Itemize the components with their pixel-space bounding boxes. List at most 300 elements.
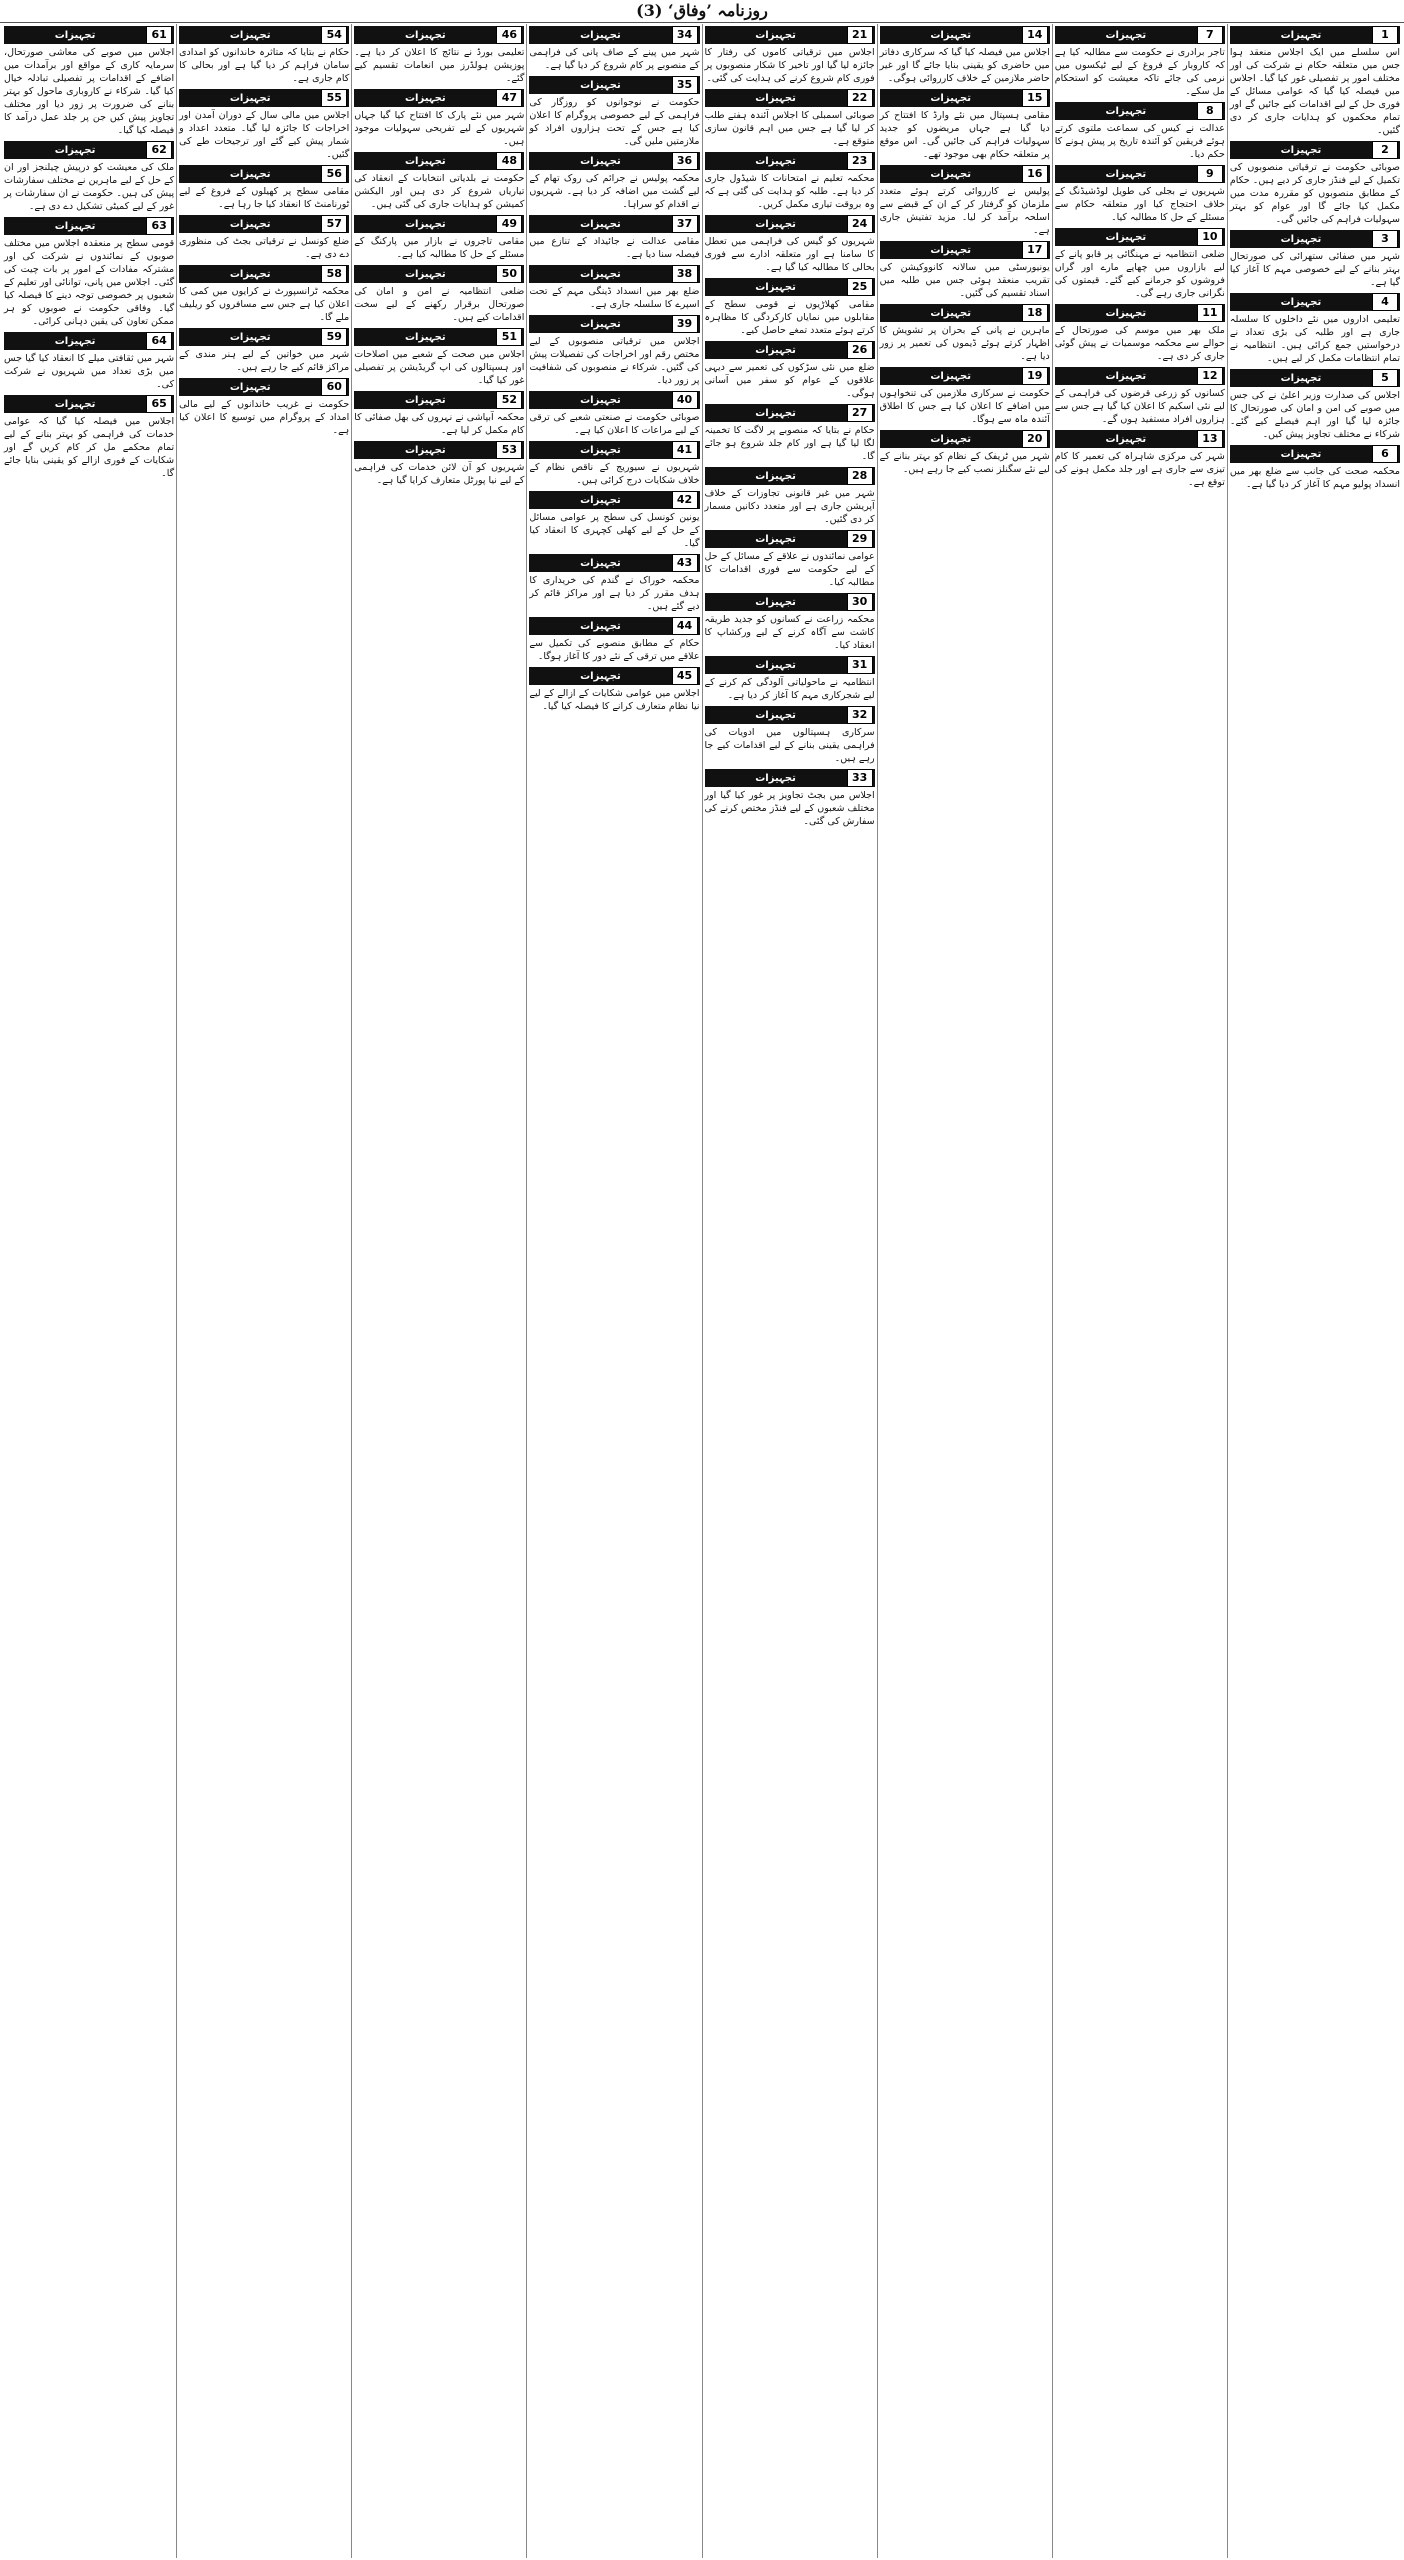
notice-label: تجہیزات — [580, 670, 621, 682]
notice-label: تجہیزات — [54, 335, 96, 347]
notice-text: محکمہ صحت کی جانب سے ضلع بھر میں انسداد پولیو مہم کا آغاز کر دیا گیا ہے۔ — [1229, 466, 1400, 490]
column-7 — [176, 24, 351, 2558]
notice-item — [880, 367, 1050, 426]
notice-text: شہر میں غیر قانونی تجاوزات کے خلاف آپریشن جاری ہے اور متعدد دکانیں مسمار کر دی گئیں۔ — [704, 488, 875, 525]
notice-number: 25 — [847, 278, 873, 296]
notice-item — [1055, 102, 1225, 161]
notice-number: 62 — [146, 141, 172, 159]
notice-label: تجہیزات — [1280, 448, 1322, 460]
notice-text: اجلاس میں عوامی شکایات کے ازالے کے لیے نیا نظام متعارف کرانے کا فیصلہ کیا گیا۔ — [529, 688, 700, 712]
notice-label: تجہیزات — [54, 220, 96, 232]
notice-header — [705, 26, 875, 44]
notice-label: تجہیزات — [930, 92, 971, 104]
notice-item — [529, 215, 699, 261]
notice-header — [705, 89, 875, 107]
notice-label: تجہیزات — [54, 144, 96, 156]
notice-header — [705, 467, 875, 485]
notice-number: 63 — [146, 217, 172, 235]
notice-label: تجہیزات — [405, 331, 446, 343]
notice-text: شہریوں نے سیوریج کے ناقص نظام کے خلاف شکایات درج کرائی ہیں۔ — [529, 462, 700, 486]
notice-number: 60 — [321, 378, 347, 396]
notice-label: تجہیزات — [1280, 372, 1322, 384]
notice-header — [880, 89, 1050, 107]
notice-label: تجہیزات — [1280, 233, 1322, 245]
notice-number: 38 — [672, 265, 698, 283]
notice-label: تجہیزات — [405, 444, 446, 456]
notice-text: انتظامیہ نے ماحولیاتی آلودگی کم کرنے کے لیے شجرکاری مہم کا آغاز کر دیا ہے۔ — [704, 677, 875, 701]
notice-label: تجہیزات — [1105, 231, 1147, 243]
notice-header — [354, 152, 524, 170]
column-6 — [351, 24, 526, 2558]
notice-header — [529, 667, 699, 685]
notice-text: شہر کی مرکزی شاہراہ کی تعمیر کا کام تیزی سے جاری ہے اور جلد مکمل ہونے کی توقع ہے۔ — [1054, 451, 1225, 488]
notice-item — [1055, 26, 1225, 98]
notice-item — [4, 141, 174, 213]
notice-item — [354, 391, 524, 437]
notice-text: محکمہ ٹرانسپورٹ نے کرایوں میں کمی کا اعلان کیا ہے جس سے مسافروں کو ریلیف ملے گا۔ — [179, 286, 350, 323]
notice-number: 36 — [672, 152, 698, 170]
notice-header — [880, 367, 1050, 385]
notice-label: تجہیزات — [755, 470, 796, 482]
notice-number: 55 — [321, 89, 347, 107]
notice-label: تجہیزات — [580, 444, 621, 456]
notice-label: تجہیزات — [1105, 307, 1147, 319]
notice-text: عدالت نے کیس کی سماعت ملتوی کرتے ہوئے فریقین کو آئندہ تاریخ پر پیش ہونے کا حکم دیا۔ — [1054, 123, 1225, 160]
notice-text: ملک بھر میں موسم کی صورتحال کے حوالے سے محکمہ موسمیات نے پیش گوئی جاری کر دی ہے۔ — [1054, 325, 1225, 362]
column-8 — [2, 24, 176, 2558]
notice-number: 65 — [146, 395, 172, 413]
notice-label: تجہیزات — [755, 407, 796, 419]
notice-header — [1055, 430, 1225, 448]
notice-number: 13 — [1197, 430, 1223, 448]
notice-header — [4, 217, 174, 235]
notice-header — [529, 315, 699, 333]
notice-item — [1230, 445, 1400, 491]
notice-number: 37 — [672, 215, 698, 233]
notice-number: 1 — [1372, 26, 1398, 44]
notice-text: ماہرین نے پانی کے بحران پر تشویش کا اظہار کرتے ہوئے ڈیموں کی تعمیر پر زور دیا ہے۔ — [879, 325, 1050, 362]
notice-label: تجہیزات — [755, 344, 796, 356]
notice-header — [1230, 445, 1400, 463]
notice-number: 22 — [847, 89, 873, 107]
notice-header — [529, 152, 699, 170]
notice-header — [529, 26, 699, 44]
notice-label: تجہیزات — [755, 533, 796, 545]
notice-text: شہر میں پینے کے صاف پانی کی فراہمی کے منصوبے پر کام شروع کر دیا گیا ہے۔ — [529, 47, 700, 71]
notice-text: مقامی ہسپتال میں نئے وارڈ کا افتتاح کر دیا گیا ہے جہاں مریضوں کو جدید سہولیات فراہم کی جائیں گی۔ اس موقع پر متعلقہ حکام بھی موجود تھے۔ — [879, 110, 1050, 160]
notice-text: ضلعی انتظامیہ نے امن و امان کی صورتحال برقرار رکھنے کے لیے سخت اقدامات کیے ہیں۔ — [354, 286, 525, 323]
notice-label: تجہیزات — [229, 218, 271, 230]
notice-label: تجہیزات — [930, 244, 971, 256]
notice-item — [1055, 228, 1225, 300]
notice-number: 3 — [1372, 230, 1398, 248]
notice-number: 44 — [672, 617, 698, 635]
notice-text: صوبائی حکومت نے صنعتی شعبے کی ترقی کے لیے مراعات کا اعلان کیا ہے۔ — [529, 412, 700, 436]
notice-number: 7 — [1197, 26, 1223, 44]
notice-number: 27 — [847, 404, 873, 422]
notice-header — [179, 265, 349, 283]
notice-number: 45 — [672, 667, 698, 685]
notice-text: مقامی سطح پر کھیلوں کے فروغ کے لیے ٹورنامنٹ کا انعقاد کیا جا رہا ہے۔ — [179, 186, 350, 210]
notice-text: محکمہ تعلیم نے امتحانات کا شیڈول جاری کر دیا ہے۔ طلبہ کو ہدایت کی گئی ہے کہ وہ بروقت تیاری مکمل کریں۔ — [704, 173, 875, 210]
notice-text: حکومت نے بلدیاتی انتخابات کے انعقاد کی تیاریاں شروع کر دی ہیں اور الیکشن کمیشن کو ہدایات جاری کی گئی ہیں۔ — [354, 173, 525, 210]
notice-header — [880, 241, 1050, 259]
notice-number: 51 — [496, 328, 522, 346]
column-5 — [526, 24, 701, 2558]
notice-header — [1055, 165, 1225, 183]
notice-label: تجہیزات — [229, 331, 271, 343]
notice-label: تجہیزات — [580, 218, 621, 230]
notice-header — [705, 215, 875, 233]
notice-header — [705, 404, 875, 422]
notice-number: 56 — [321, 165, 347, 183]
notice-text: اجلاس میں صحت کے شعبے میں اصلاحات اور ہسپتالوں کی اپ گریڈیشن پر تفصیلی غور کیا گیا۔ — [354, 349, 525, 386]
notice-label: تجہیزات — [1280, 296, 1322, 308]
notice-item — [1230, 26, 1400, 137]
notice-item — [4, 26, 174, 137]
notice-label: تجہیزات — [930, 433, 971, 445]
notice-item — [705, 656, 875, 702]
notice-item — [1230, 369, 1400, 441]
notice-header — [179, 378, 349, 396]
notice-header — [1230, 369, 1400, 387]
notice-item — [179, 89, 349, 161]
notice-header — [529, 554, 699, 572]
notice-number: 54 — [321, 26, 347, 44]
notice-text: اجلاس کی صدارت وزیر اعلیٰ نے کی جس میں صوبے کی امن و امان کی صورتحال کا جائزہ لیا گیا اور اہم فیصلے کیے گئے۔ شرکاء نے مختلف تجاویز پیش کیں۔ — [1229, 390, 1400, 440]
notice-text: عوامی نمائندوں نے علاقے کے مسائل کے حل کے لیے حکومت سے فوری اقدامات کا مطالبہ کیا۔ — [704, 551, 875, 588]
notice-number: 20 — [1022, 430, 1048, 448]
notice-header — [529, 76, 699, 94]
notice-label: تجہیزات — [229, 381, 271, 393]
notice-item — [529, 152, 699, 211]
notice-header — [880, 430, 1050, 448]
notice-label: تجہیزات — [755, 218, 796, 230]
notice-number: 17 — [1022, 241, 1048, 259]
notice-text: یونین کونسل کی سطح پر عوامی مسائل کے حل کے لیے کھلی کچہری کا انعقاد کیا گیا۔ — [529, 512, 700, 549]
notice-item — [4, 395, 174, 480]
notice-text: حکام نے بتایا کہ منصوبے پر لاگت کا تخمینہ لگا لیا گیا ہے اور کام جلد شروع ہو جائے گا۔ — [704, 425, 875, 462]
notice-number: 34 — [672, 26, 698, 44]
notice-label: تجہیزات — [580, 268, 621, 280]
notice-item — [354, 441, 524, 487]
notice-label: تجہیزات — [755, 155, 796, 167]
notice-label: تجہیزات — [580, 318, 621, 330]
notice-item — [4, 217, 174, 328]
notice-item — [705, 593, 875, 652]
notice-header — [354, 441, 524, 459]
notice-text: ملک کی معیشت کو درپیش چیلنجز اور ان کے حل کے لیے ماہرین نے مختلف سفارشات پیش کی ہیں۔ حکومت نے ان سفارشات پر غور کے لیے کمیٹی تشکیل دے دی ہے۔ — [4, 162, 175, 212]
notice-text: مقامی عدالت نے جائیداد کے تنازع میں فیصلہ سنا دیا ہے۔ — [529, 236, 700, 260]
notice-number: 24 — [847, 215, 873, 233]
notice-number: 53 — [496, 441, 522, 459]
notice-label: تجہیزات — [580, 557, 621, 569]
notice-header — [1230, 141, 1400, 159]
notice-number: 11 — [1197, 304, 1223, 322]
notice-label: تجہیزات — [229, 92, 271, 104]
notice-label: تجہیزات — [405, 92, 446, 104]
notice-item — [705, 467, 875, 526]
notice-text: حکومت نے سرکاری ملازمین کی تنخواہوں میں اضافے کا اعلان کیا ہے جس کا اطلاق آئندہ ماہ سے ہوگا۔ — [879, 388, 1050, 425]
column-1 — [1227, 24, 1402, 2558]
notice-item — [354, 26, 524, 85]
notice-text: ضلعی انتظامیہ نے مہنگائی پر قابو پانے کے لیے بازاروں میں چھاپے مارے اور گراں فروشوں کو جرمانے کیے گئے۔ قیمتوں کی نگرانی جاری رہے گی۔ — [1054, 249, 1225, 299]
notice-label: تجہیزات — [405, 394, 446, 406]
notice-item — [880, 165, 1050, 237]
notice-label: تجہیزات — [1280, 29, 1322, 41]
notice-text: اس سلسلے میں ایک اجلاس منعقد ہوا جس میں متعلقہ حکام نے شرکت کی اور مختلف امور پر تفصیلی غور کیا گیا۔ اجلاس میں فیصلہ کیا گیا کہ عوامی مسائل کے فوری حل کے لیے اقدامات کیے جائیں گے اور تمام محکموں کو ہدایات جاری کر دی گئیں۔ — [1229, 47, 1400, 136]
notice-number: 52 — [496, 391, 522, 409]
notice-number: 21 — [847, 26, 873, 44]
notice-label: تجہیزات — [580, 155, 621, 167]
notice-label: تجہیزات — [405, 218, 446, 230]
notice-header — [179, 26, 349, 44]
notice-label: تجہیزات — [1105, 105, 1147, 117]
notice-header — [354, 391, 524, 409]
notice-number: 33 — [847, 769, 873, 787]
notice-header — [705, 656, 875, 674]
notice-label: تجہیزات — [1105, 29, 1147, 41]
notice-number: 64 — [146, 332, 172, 350]
notice-header — [354, 89, 524, 107]
notice-text: اجلاس میں صوبے کی معاشی صورتحال، سرمایہ کاری کے مواقع اور برآمدات میں اضافے کے اقدامات پر تفصیلی تبادلہ خیال کیا گیا۔ شرکاء نے کاروباری ماحول کو بہتر بنانے کی ضرورت پر زور دیا اور مختلف تجاویز پیش کیں جن پر جلد عمل درآمد کا فیصلہ کیا گیا۔ — [4, 47, 175, 136]
column-3 — [877, 24, 1052, 2558]
notice-text: اجلاس میں مالی سال کے دوران آمدن اور اخراجات کا جائزہ لیا گیا۔ متعدد اعداد و شمار پیش کیے گئے اور ترجیحات طے کی گئیں۔ — [179, 110, 350, 160]
notice-label: تجہیزات — [580, 394, 621, 406]
notice-number: 18 — [1022, 304, 1048, 322]
page-masthead: روزنامہ ’وفاق‘ (3) — [0, 0, 1404, 23]
notice-item — [880, 241, 1050, 300]
notice-label: تجہیزات — [1105, 433, 1147, 445]
notice-text: محکمہ آبپاشی نے نہروں کی بھل صفائی کا کام مکمل کر لیا ہے۔ — [354, 412, 525, 436]
notice-item — [705, 706, 875, 765]
notice-label: تجہیزات — [755, 709, 796, 721]
notice-item — [705, 26, 875, 85]
notice-header — [1230, 26, 1400, 44]
notice-label: تجہیزات — [580, 620, 621, 632]
notice-label: تجہیزات — [755, 92, 796, 104]
notice-number: 30 — [847, 593, 873, 611]
notice-text: حکومت نے غریب خاندانوں کے لیے مالی امداد کے پروگرام میں توسیع کا اعلان کیا ہے۔ — [179, 399, 350, 436]
notice-item — [529, 76, 699, 148]
notice-text: سرکاری ہسپتالوں میں ادویات کی فراہمی یقینی بنانے کے لیے اقدامات کیے جا رہے ہیں۔ — [704, 727, 875, 764]
notice-label: تجہیزات — [229, 29, 271, 41]
notice-label: تجہیزات — [930, 29, 971, 41]
notice-header — [4, 332, 174, 350]
notice-header — [705, 341, 875, 359]
notice-text: محکمہ زراعت نے کسانوں کو جدید طریقہ کاشت سے آگاہ کرنے کے لیے ورکشاپ کا انعقاد کیا۔ — [704, 614, 875, 651]
notice-text: مقامی تاجروں نے بازار میں پارکنگ کے مسئلے کے حل کا مطالبہ کیا ہے۔ — [354, 236, 525, 260]
notice-text: شہر میں ثقافتی میلے کا انعقاد کیا گیا جس میں بڑی تعداد میں شہریوں نے شرکت کی۔ — [4, 353, 175, 390]
notice-item — [1230, 293, 1400, 365]
notice-number: 57 — [321, 215, 347, 233]
notice-item — [1055, 304, 1225, 363]
notice-number: 59 — [321, 328, 347, 346]
notice-text: پولیس نے کارروائی کرتے ہوئے متعدد ملزمان کو گرفتار کر کے ان کے قبضے سے اسلحہ برآمد کر لیا۔ مزید تفتیش جاری ہے۔ — [879, 186, 1050, 236]
notice-text: صوبائی اسمبلی کا اجلاس آئندہ ہفتے طلب کر لیا گیا ہے جس میں اہم قانون سازی متوقع ہے۔ — [704, 110, 875, 147]
notice-header — [705, 152, 875, 170]
notice-header — [1055, 102, 1225, 120]
notice-item — [705, 89, 875, 148]
notice-text: اجلاس میں فیصلہ کیا گیا کہ عوامی خدمات کی فراہمی کو بہتر بنانے کے لیے تمام محکمے مل کر کام کریں گے اور شکایات کے فوری ازالے کو یقینی بنایا جائے گا۔ — [4, 416, 175, 479]
notice-label: تجہیزات — [580, 29, 621, 41]
notice-number: 12 — [1197, 367, 1223, 385]
notice-header — [529, 441, 699, 459]
notice-text: تاجر برادری نے حکومت سے مطالبہ کیا ہے کہ کاروبار کے فروغ کے لیے ٹیکسوں میں نرمی کی جائے تاکہ معیشت کو استحکام مل سکے۔ — [1054, 47, 1225, 97]
notice-text: شہر میں ٹریفک کے نظام کو بہتر بنانے کے لیے نئے سگنلز نصب کیے جا رہے ہیں۔ — [879, 451, 1050, 475]
notice-header — [705, 593, 875, 611]
notice-item — [529, 667, 699, 713]
notice-number: 16 — [1022, 165, 1048, 183]
notice-label: تجہیزات — [1280, 144, 1322, 156]
notice-text: ضلع میں نئی سڑکوں کی تعمیر سے دیہی علاقوں کے عوام کو سفر میں آسانی ہوگی۔ — [704, 362, 875, 399]
notice-number: 47 — [496, 89, 522, 107]
notice-text: شہر میں نئے پارک کا افتتاح کیا گیا جہاں شہریوں کے لیے تفریحی سہولیات موجود ہیں۔ — [354, 110, 525, 147]
notice-header — [4, 141, 174, 159]
notice-header — [354, 265, 524, 283]
notice-number: 50 — [496, 265, 522, 283]
notice-label: تجہیزات — [755, 281, 796, 293]
notice-header — [1230, 293, 1400, 311]
notice-item — [880, 304, 1050, 363]
notice-item — [705, 152, 875, 211]
notice-item — [529, 491, 699, 550]
notice-text: شہریوں کو گیس کی فراہمی میں تعطل کا سامنا ہے اور متعلقہ ادارے سے فوری بحالی کا مطالبہ کیا گیا ہے۔ — [704, 236, 875, 273]
notice-text: ضلع بھر میں انسداد ڈینگی مہم کے تحت اسپرے کا سلسلہ جاری ہے۔ — [529, 286, 700, 310]
notice-number: 58 — [321, 265, 347, 283]
notice-number: 42 — [672, 491, 698, 509]
notice-header — [354, 26, 524, 44]
notice-number: 9 — [1197, 165, 1223, 183]
notice-number: 31 — [847, 656, 873, 674]
notice-number: 26 — [847, 341, 873, 359]
notice-text: شہریوں کو آن لائن خدمات کی فراہمی کے لیے نیا پورٹل متعارف کرایا گیا ہے۔ — [354, 462, 525, 486]
notice-number: 14 — [1022, 26, 1048, 44]
notice-header — [4, 395, 174, 413]
notice-item — [529, 441, 699, 487]
notice-header — [179, 328, 349, 346]
notice-item — [179, 215, 349, 261]
notice-number: 40 — [672, 391, 698, 409]
notice-item — [705, 530, 875, 589]
notice-label: تجہیزات — [54, 29, 96, 41]
notice-header — [529, 491, 699, 509]
notice-header — [354, 215, 524, 233]
columns-container — [2, 24, 1402, 2558]
notice-item — [705, 278, 875, 337]
notice-number: 35 — [672, 76, 698, 94]
notice-text: شہر میں صفائی ستھرائی کی صورتحال بہتر بنانے کے لیے خصوصی مہم کا آغاز کیا گیا ہے۔ — [1229, 251, 1400, 288]
notice-item — [1055, 367, 1225, 426]
notice-header — [354, 328, 524, 346]
column-2 — [1052, 24, 1227, 2558]
notice-header — [705, 769, 875, 787]
notice-text: اجلاس میں فیصلہ کیا گیا کہ سرکاری دفاتر میں حاضری کو یقینی بنایا جائے گا اور غیر حاضر ملازمین کے خلاف کارروائی ہوگی۔ — [879, 47, 1050, 84]
notice-header — [529, 215, 699, 233]
notice-number: 2 — [1372, 141, 1398, 159]
notice-number: 41 — [672, 441, 698, 459]
notice-text: اجلاس میں ترقیاتی کاموں کی رفتار کا جائزہ لیا گیا اور تاخیر کا شکار منصوبوں پر فوری کام شروع کرنے کی ہدایت کی گئی۔ — [704, 47, 875, 84]
notice-item — [179, 26, 349, 85]
notice-label: تجہیزات — [54, 398, 96, 410]
notice-text: اجلاس میں بجٹ تجاویز پر غور کیا گیا اور مختلف شعبوں کے لیے فنڈز مختص کرنے کی سفارش کی گئی۔ — [704, 790, 875, 827]
notice-number: 23 — [847, 152, 873, 170]
notice-header — [880, 26, 1050, 44]
notice-label: تجہیزات — [229, 168, 271, 180]
notice-text: تعلیمی اداروں میں نئے داخلوں کا سلسلہ جاری ہے اور طلبہ کی بڑی تعداد نے درخواستیں جمع کرائی ہیں۔ انتظامیہ نے تمام انتظامات مکمل کر لیے ہیں۔ — [1229, 314, 1400, 364]
notice-text: محکمہ پولیس نے جرائم کی روک تھام کے لیے گشت میں اضافہ کر دیا ہے۔ شہریوں نے اقدام کو سراہا۔ — [529, 173, 700, 210]
notice-item — [179, 328, 349, 374]
notice-label: تجہیزات — [755, 659, 796, 671]
notice-item — [529, 391, 699, 437]
notice-item — [1055, 165, 1225, 224]
notice-item — [529, 617, 699, 663]
notice-label: تجہیزات — [755, 596, 796, 608]
notice-text: قومی سطح پر منعقدہ اجلاس میں مختلف صوبوں کے نمائندوں نے شرکت کی اور مشترکہ مفادات کے امور پر بات چیت کی گئی۔ اجلاس میں پانی، توانائی اور تعلیم کے شعبوں پر خصوصی توجہ دینے کا فیصلہ کیا گیا۔ وفاقی حکومت نے صوبوں کو ہر ممکن تعاون کی یقین دہانی کرائی۔ — [4, 238, 175, 327]
notice-number: 15 — [1022, 89, 1048, 107]
notice-item — [529, 265, 699, 311]
notice-number: 61 — [146, 26, 172, 44]
notice-label: تجہیزات — [405, 155, 446, 167]
notice-item — [4, 332, 174, 391]
notice-header — [1230, 230, 1400, 248]
notice-item — [705, 769, 875, 828]
notice-item — [354, 328, 524, 387]
notice-item — [1230, 230, 1400, 289]
notice-item — [705, 404, 875, 463]
notice-header — [4, 26, 174, 44]
notice-header — [705, 530, 875, 548]
notice-text: یونیورسٹی میں سالانہ کانووکیشن کی تقریب منعقد ہوئی جس میں طلبہ میں اسناد تقسیم کی گئیں۔ — [879, 262, 1050, 299]
notice-text: کسانوں کو زرعی قرضوں کی فراہمی کے لیے نئی اسکیم کا اعلان کیا گیا ہے جس سے ہزاروں افراد مستفید ہوں گے۔ — [1054, 388, 1225, 425]
notice-number: 32 — [847, 706, 873, 724]
notice-text: محکمہ خوراک نے گندم کی خریداری کا ہدف مقرر کر دیا ہے اور مراکز قائم کر دیے گئے ہیں۔ — [529, 575, 700, 612]
notice-label: تجہیزات — [930, 370, 971, 382]
notice-number: 49 — [496, 215, 522, 233]
notice-number: 4 — [1372, 293, 1398, 311]
notice-item — [705, 215, 875, 274]
notice-label: تجہیزات — [930, 307, 971, 319]
notice-item — [880, 430, 1050, 476]
notice-label: تجہیزات — [405, 268, 446, 280]
notice-header — [705, 278, 875, 296]
notice-text: شہر میں خواتین کے لیے ہنر مندی کے مراکز قائم کیے جا رہے ہیں۔ — [179, 349, 350, 373]
notice-number: 43 — [672, 554, 698, 572]
notice-number: 39 — [672, 315, 698, 333]
notice-item — [880, 26, 1050, 85]
notice-header — [1055, 228, 1225, 246]
notice-item — [354, 152, 524, 211]
notice-number: 10 — [1197, 228, 1223, 246]
notice-item — [529, 26, 699, 72]
notice-label: تجہیزات — [405, 29, 446, 41]
notice-header — [529, 265, 699, 283]
notice-header — [179, 165, 349, 183]
notice-header — [529, 391, 699, 409]
notice-text: اجلاس میں ترقیاتی منصوبوں کے لیے مختص رقم اور اخراجات کی تفصیلات پیش کی گئیں۔ شرکاء نے منصوبوں کی شفافیت پر زور دیا۔ — [529, 336, 700, 386]
notice-text: مقامی کھلاڑیوں نے قومی سطح کے مقابلوں میں نمایاں کارکردگی کا مظاہرہ کرتے ہوئے متعدد تمغے حاصل کیے۔ — [704, 299, 875, 336]
notice-item — [529, 554, 699, 613]
notice-label: تجہیزات — [930, 168, 971, 180]
notice-header — [1055, 367, 1225, 385]
notice-label: تجہیزات — [1105, 168, 1147, 180]
column-4 — [702, 24, 877, 2558]
notice-header — [880, 165, 1050, 183]
notice-item — [529, 315, 699, 387]
notice-label: تجہیزات — [580, 494, 621, 506]
notice-item — [705, 341, 875, 400]
notice-item — [179, 265, 349, 324]
